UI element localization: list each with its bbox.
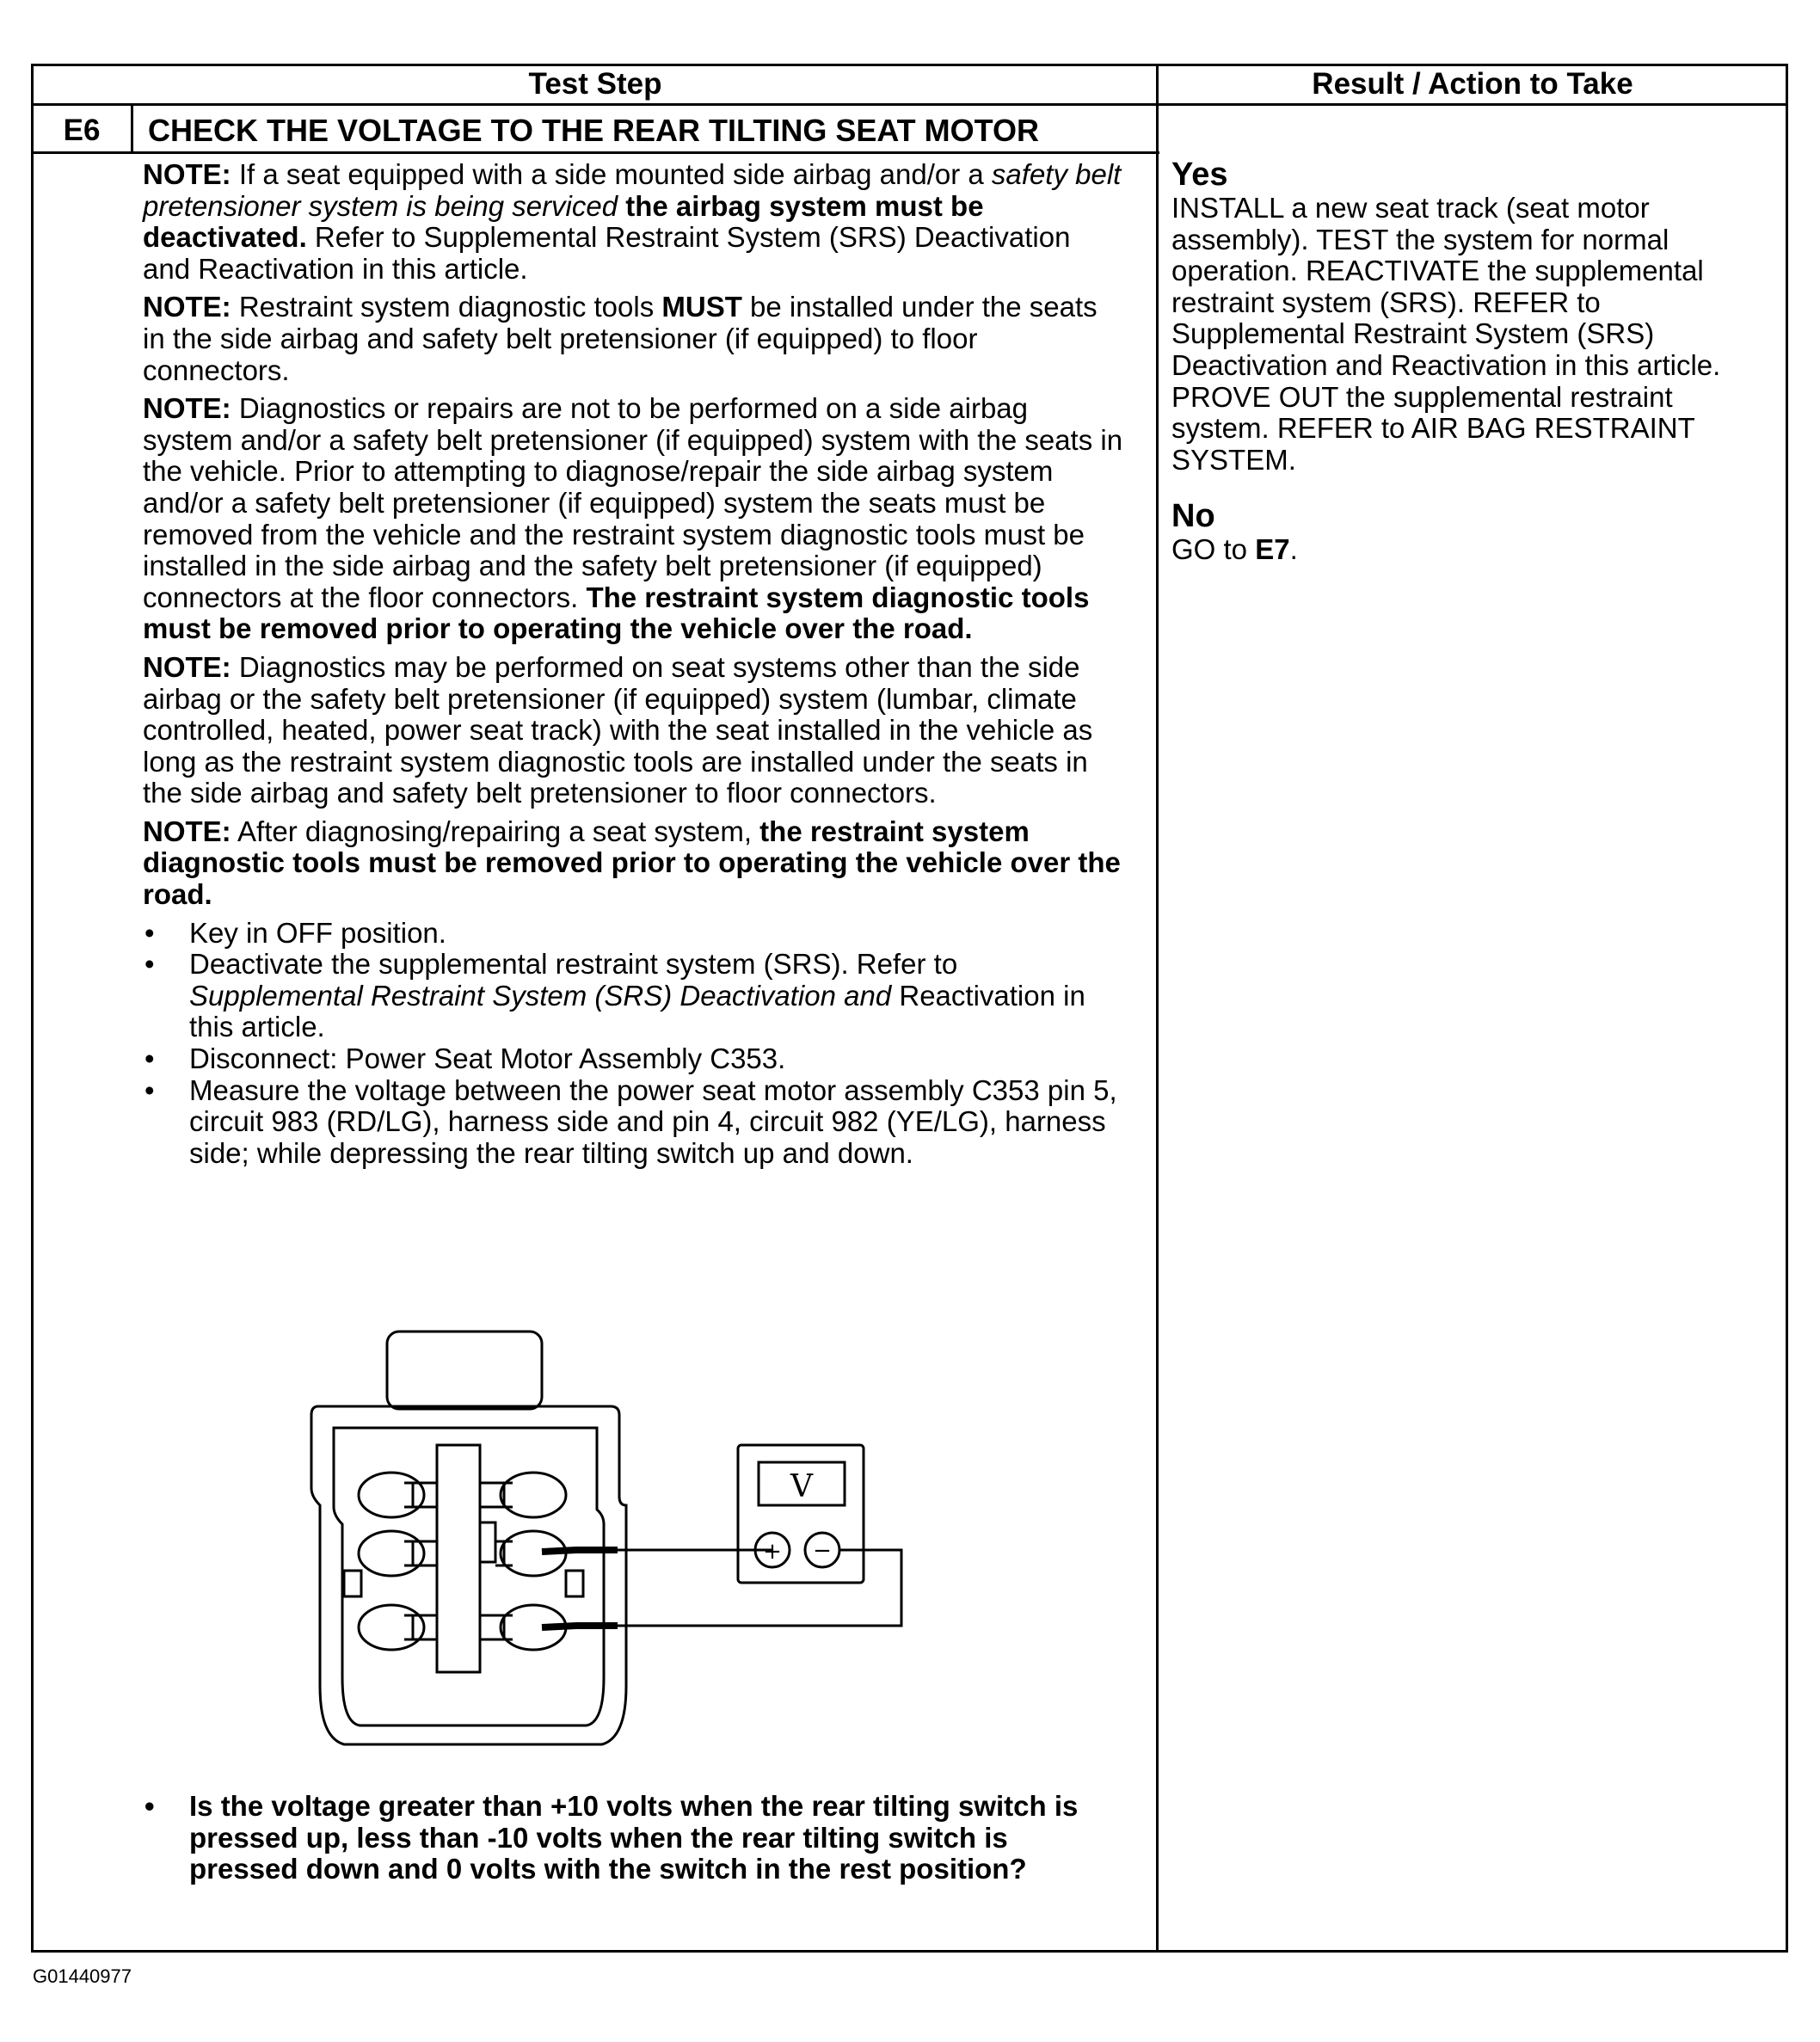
pin-terminal <box>480 1483 513 1507</box>
voltmeter-plus-label: + <box>763 1539 782 1565</box>
note-2 <box>143 292 1123 386</box>
note-text: Diagnostics may be performed on seat systems other than the side airbag or the safety belt pretensioner (if equipped) system (lumbar, climate controlled, heated, power seat track) with the seat installed in the vehicle as long as the restraint system diagnostic tools are installed under the seats in the side airbag and safety belt pretensioner to floor connectors. <box>143 650 1093 809</box>
note-text: If a seat equipped with a side mounted side airbag and/or a <box>231 158 992 190</box>
note-label: NOTE: <box>143 392 231 425</box>
connector-side-tab <box>344 1571 361 1596</box>
figure-code: G01440977 <box>33 1965 132 1987</box>
connector-latch <box>387 1332 542 1409</box>
pin-cavity <box>359 1531 424 1576</box>
note-1 <box>143 159 1123 285</box>
yes-label: Yes <box>1171 157 1228 193</box>
no-action-suffix: . <box>1289 533 1298 566</box>
no-label: No <box>1171 498 1215 535</box>
step-title: CHECK THE VOLTAGE TO THE REAR TILTING SEAT MOTOR <box>148 113 1040 148</box>
note-text: Refer to Supplemental Restraint System (SRS) Deactivation and Reactivation in this article. <box>143 221 1071 285</box>
probe-negative <box>542 1626 618 1627</box>
note-text: be installed under the seats in the side airbag and safety belt pretensioner (if equipped) to floor connectors. <box>143 291 1098 386</box>
connector-inner-shell <box>334 1428 604 1725</box>
voltmeter-symbol: V <box>790 1469 813 1504</box>
note-5 <box>143 816 1123 911</box>
step-text: Reactivation in this article. <box>189 979 1085 1043</box>
list-item <box>143 918 1123 950</box>
result-action-content <box>1171 157 1774 566</box>
note-4 <box>143 652 1123 809</box>
note-label: NOTE: <box>143 650 231 683</box>
question-text: • Is the voltage greater than +10 volts when the rear tilting switch is pressed up, less than -10 volts when the rear tilting switch is pressed down and 0 volts with the switch in the rest position? <box>143 1791 1123 1885</box>
step-text: Deactivate the supplemental restraint system (SRS). Refer to <box>189 948 958 981</box>
step-id: E6 <box>63 114 101 147</box>
connector-pins-left <box>359 1473 437 1650</box>
connector-center-post <box>437 1445 480 1672</box>
note-emphasis: the restraint system diagnostic tools must be removed prior to operating the vehicle over the road. <box>143 815 1121 911</box>
header-result-action: Result / Action to Take <box>1312 67 1633 101</box>
note-emphasis: the airbag system must be deactivated. <box>143 189 984 254</box>
pin-terminal <box>480 1615 513 1639</box>
note-text: Diagnostics or repairs are not to be performed on a side airbag system and/or a safety belt pretensioner (if equipped) system with the seats in the vehicle. Prior to attempting to diagnose/repair the side airbag system and/or a safety belt pretensioner (if equipped) system the seats must be removed from the vehicle and the restraint system diagnostic tools must be installed in the side airbag and the safety belt pretensioner (if equipped) connectors at the floor connectors. <box>143 392 1123 613</box>
note-3 <box>143 393 1123 645</box>
pin-terminal <box>495 1541 513 1565</box>
note-emphasis: MUST <box>661 291 742 323</box>
list-item <box>143 949 1123 1043</box>
no-action-text <box>1171 534 1774 566</box>
test-question <box>143 1791 1123 1885</box>
no-action-step-link: E7 <box>1255 533 1290 566</box>
test-step-content <box>143 159 1123 1169</box>
step-text: Measure the voltage between the power seat motor assembly C353 pin 5, circuit 983 (RD/LG), harness side and pin 4, circuit 982 (YE/LG), harness side; while depressing the rear tilting switch up and down. <box>189 1073 1117 1169</box>
note-label: NOTE: <box>143 158 231 190</box>
pin-cavity <box>359 1473 424 1517</box>
procedure-steps <box>143 918 1123 1170</box>
note-text: After diagnosing/repairing a seat system, <box>231 815 760 847</box>
yes-action-text: INSTALL a new seat track (seat motor assembly). TEST the system for normal operation. REACTIVATE the supplemental restraint system (SRS). REFER to Supplemental Restraint System (SRS) Deactivation and Reactivation in this article. PROVE OUT the supplemental restraint system. REFER to AIR BAG RESTRAINT SYSTEM. <box>1171 192 1721 476</box>
voltmeter-minus-label: − <box>813 1538 832 1564</box>
note-label: NOTE: <box>143 815 231 847</box>
step-text: Disconnect: Power Seat Motor Assembly C353. <box>189 1043 786 1075</box>
pin-cavity <box>359 1605 424 1650</box>
step-reference: Supplemental Restraint System (SRS) Deactivation and <box>189 979 892 1012</box>
pin-cavity <box>501 1473 566 1517</box>
step-id-divider <box>131 103 133 153</box>
list-item <box>143 1043 1123 1075</box>
note-text: safety belt pretensioner system is being serviced <box>143 158 1122 222</box>
column-divider <box>1156 64 1159 1953</box>
step-text: Key in OFF position. <box>189 916 446 949</box>
note-emphasis: The restraint system diagnostic tools must be removed prior to operating the vehicle over the road. <box>143 581 1090 645</box>
note-label: NOTE: <box>143 291 231 323</box>
connector-side-tab <box>566 1571 583 1596</box>
list-item <box>143 1075 1123 1170</box>
connector-voltmeter-diagram <box>284 1325 938 1755</box>
header-test-step: Test Step <box>528 67 662 101</box>
connector-shell <box>311 1406 626 1744</box>
header-rule <box>31 103 1788 106</box>
note-text: Restraint system diagnostic tools <box>231 291 662 323</box>
probe-positive <box>542 1550 618 1552</box>
no-action-prefix: GO to <box>1171 533 1256 566</box>
connector-center-key <box>480 1522 495 1562</box>
